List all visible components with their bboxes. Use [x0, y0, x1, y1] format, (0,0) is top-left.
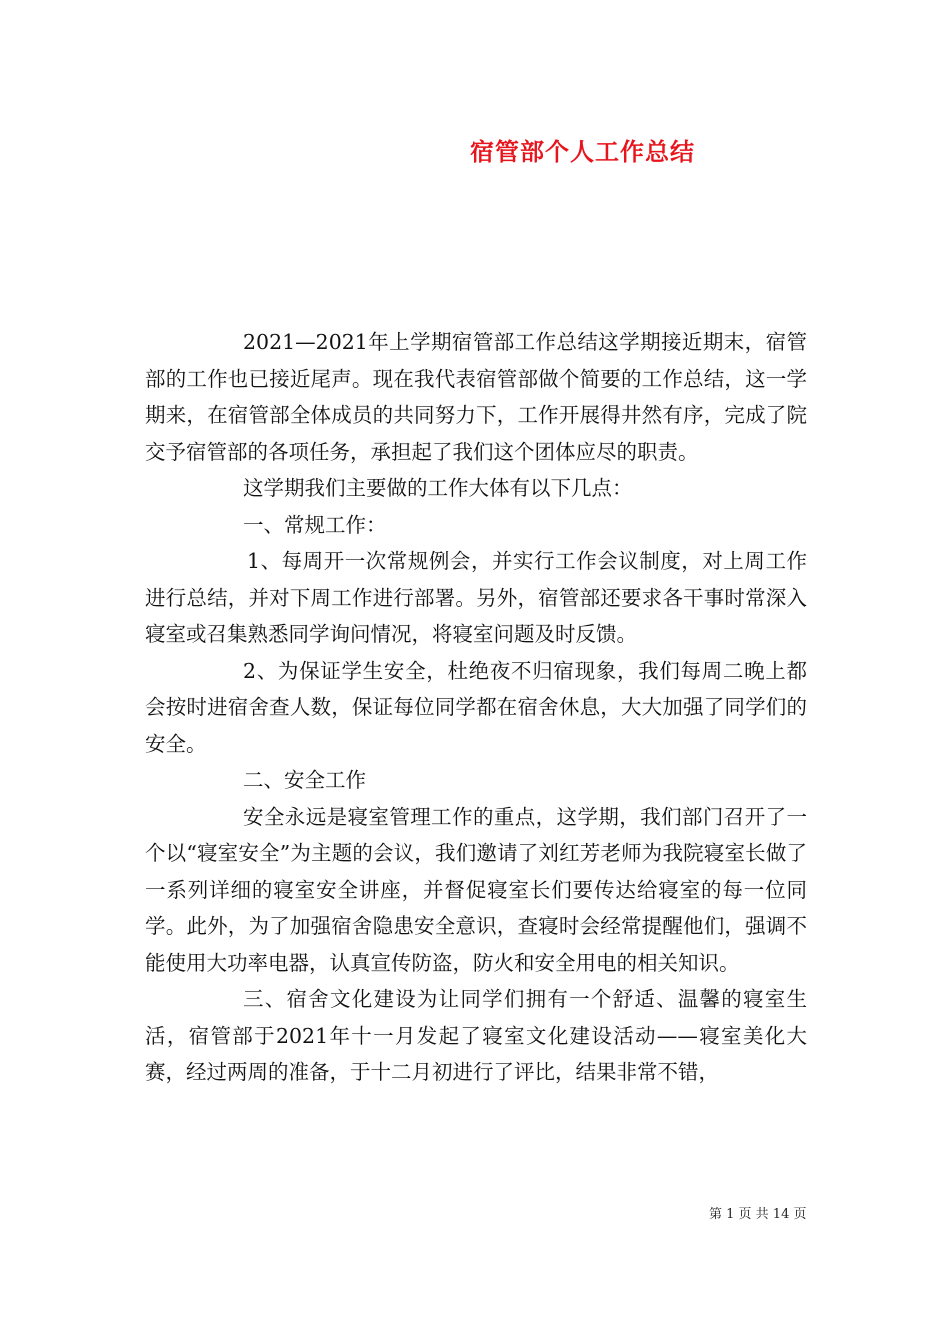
document-title: 宿管部个人工作总结 [470, 137, 695, 166]
paragraph-dorm-culture: 三、宿舍文化建设为让同学们拥有一个舒适、温馨的寝室生活，宿管部于2021年十一月发起了寝室文化建设活动——寝室美化大赛，经过两周的准备，于十二月初进行了评比，结果非常不错， [145, 987, 807, 1084]
heading-safety-work: 二、安全工作 [243, 768, 366, 792]
page-number-footer: 第 1 页 共 14 页 [709, 1207, 807, 1222]
paragraph-dorm-check: 2、为保证学生安全，杜绝夜不归宿现象，我们每周二晚上都会按时进宿舍查人数，保证每位同学都在宿舍休息，大大加强了同学们的安全。 [145, 658, 807, 756]
heading-routine-work: 一、常规工作： [243, 512, 387, 537]
paragraph-work-overview: 这学期我们主要做的工作大体有以下几点： [243, 476, 633, 500]
paragraph-safety-details: 安全永远是寝室管理工作的重点，这学期，我们部门召开了一个以“寝室安全”为主题的会议，我们邀请了刘红芳老师为我院寝室长做了一系列详细的寝室安全讲座，并督促寝室长们要传达给寝室的每一位同学。此外，为了加强宿舍隐患安全意识，查寝时会经常提醒他们，强调不能使用大功率电器，认真宣传防盗，防火和安全用电的相关知识。 [145, 804, 807, 975]
paragraph-intro: 2021—2021年上学期宿管部工作总结这学期接近期末，宿管部的工作也已接近尾声。现在我代表宿管部做个简要的工作总结，这一学期来，在宿管部全体成员的共同努力下，工作开展得井然有序，完成了院交予宿管部的各项任务，承担起了我们这个团体应尽的职责。 [145, 330, 807, 464]
paragraph-weekly-meeting: 1、每周开一次常规例会，并实行工作会议制度，对上周工作进行总结，并对下周工作进行部署。另外，宿管部还要求各干事时常深入寝室或召集熟悉同学询问情况，将寝室问题及时反馈。 [145, 549, 807, 646]
document-body [145, 324, 807, 1091]
